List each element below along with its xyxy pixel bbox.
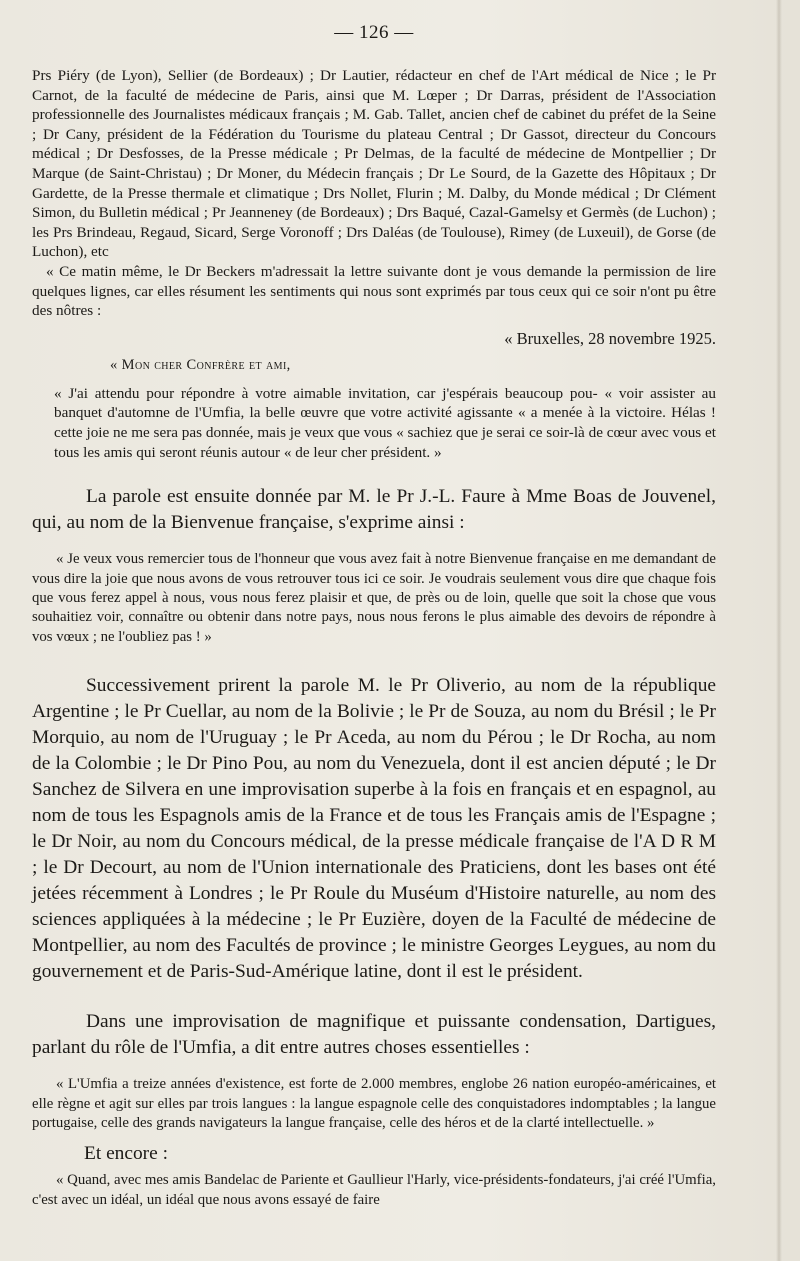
letter-dateline: « Bruxelles, 28 novembre 1925. [504,328,716,348]
letter-body: « J'ai attendu pour répondre à votre aimable invitation, car j'espérais beaucoup pou- « voir assister au banquet d'automne de l'Umfia, la belle œuvre que votre activité agissante « a menée à la victoire. Hélas ! cette joie ne me sera pas donnée, mais je veux que vous « sachiez que je serai ce soir-là de cœur avec vous et tous les amis qui seront réunis autour « de leur cher président. » [54,384,716,461]
page-content [32,22,716,1210]
letter-salutation: « Mon cher Confrère et ami, [110,356,291,373]
page-fold-shadow [776,0,782,1261]
beckers-intro-paragraph: « Ce matin même, le Dr Beckers m'adressait la lettre suivante dont je vous demande la permission de lire quelques lignes, car elles résument les sentiments qui nous sont exprimés par tous ceux qui ce soir n'ont pu être des nôtres : [32,262,716,320]
boas-quote: « Je veux vous remercier tous de l'honneur que vous avez fait à notre Bienvenue française en me demandant de vous dire la joie que nous avons de vous retrouver tous ici ce soir. Je voudrais seulement vous dire que chaque fois que vous ferez appel à nous, vous nous ferez plaisir et que, de près ou de loin, quelle que soit la chose que vous souhaitiez voir, connaître ou obtenir dans notre pays, nous nous ferons le plus aimable des devoirs de répondre à vos vœux ; ne l'oubliez pas ! » [32,551,716,645]
dartigues-intro-paragraph: Dans une improvisation de magnifique et puissante condensation, Dartigues, parlant du rôle de l'Umfia, a dit entre autres choses essentielles : [32,1011,716,1059]
attendees-paragraph: Prs Piéry (de Lyon), Sellier (de Bordeaux) ; Dr Lautier, rédacteur en chef de l'Art médical de Nice ; le Pr Carnot, de la faculté de médecine de Paris, ainsi que M. Lœper ; Dr Darras, président de l'Association professionnelle des Journalistes médicaux français ; M. Gab. Tallet, ancien chef de cabinet du préfet de la Seine ; Dr Cany, président de la Fédération du Tourisme du plateau Central ; Dr Gassot, directeur du Concours médical ; Dr Desfosses, de la Presse médicale ; Pr Delmas, de la faculté de médecine de Montpellier ; Dr Marque (de Saint-Christau) ; Dr Moner, du Médecin français ; Dr Le Sourd, de la Gazette des Hôpitaux ; Dr Gardette, de la Presse thermale et climatique ; Drs Nollet, Flurin ; M. Dalby, du Monde médical ; Dr Clément Simon, du Bulletin médical ; Pr Jeanneney (de Bordeaux) ; Drs Baqué, Cazal-Gamelsy et Germès (de Luchon) ; les Prs Brindeau, Regaud, Sicard, Serge Voronoff ; Drs Daléas (de Toulouse), Rimey (de Luxeuil), de Gorse (de Luchon), etc [32,67,716,261]
encore-line: Et encore : [84,1143,168,1165]
umfia-quote: « L'Umfia a treize années d'existence, est forte de 2.000 membres, englobe 26 nation européo-américaines, et elle règne et agit sur elles par trois langues : la langue espagnole celle des conquistadores indomptables ; la langue portugaise, celle des grands navigateurs la langue française, celle des héros et de la clarté intellectuelle. » [32,1076,716,1131]
faure-intro-paragraph: La parole est ensuite donnée par M. le Pr J.-L. Faure à Mme Boas de Jouvenel, qui, au nom de la Bienvenue française, s'exprime ainsi : [32,486,716,534]
final-quote: « Quand, avec mes amis Bandelac de Pariente et Gaullieur l'Harly, vice-présidents-fondateurs, j'ai créé l'Umfia, c'est avec un idéal, un idéal que nous avons essayé de faire [32,1172,716,1208]
page-number: — 126 — [334,22,414,43]
speakers-paragraph: Successivement prirent la parole M. le Pr Oliverio, au nom de la république Argentine ; le Pr Cuellar, au nom de la Bolivie ; le Pr de Souza, au nom du Brésil ; le Pr Morquio, au nom de l'Uruguay ; le Pr Aceda, au nom du Pérou ; le Dr Rocha, au nom de la Colombie ; le Dr Pino Pou, au nom du Venezuela, dont il est ancien député ; le Dr Sanchez de Silvera en une improvisation superbe à la fois en français et en espagnol, au nom de tous les Espagnols amis de la France et de tous les Français amis de l'Espagne ; le Dr Noir, au nom du Concours médical, de la presse médicale française de l'A D R M ; le Dr Decourt, au nom de l'Union internationale des Praticiens, dont les bases ont été jetées récemment à Londres ; le Pr Roule du Muséum d'Histoire naturelle, au nom des sciences appliquées à la médecine ; le Pr Euzière, doyen de la Faculté de médecine de Montpellier, au nom des Facultés de province ; le ministre Georges Leygues, au nom du gouvernement et de Paris-Sud-Amérique latine, dont il est le président. [32,675,716,983]
